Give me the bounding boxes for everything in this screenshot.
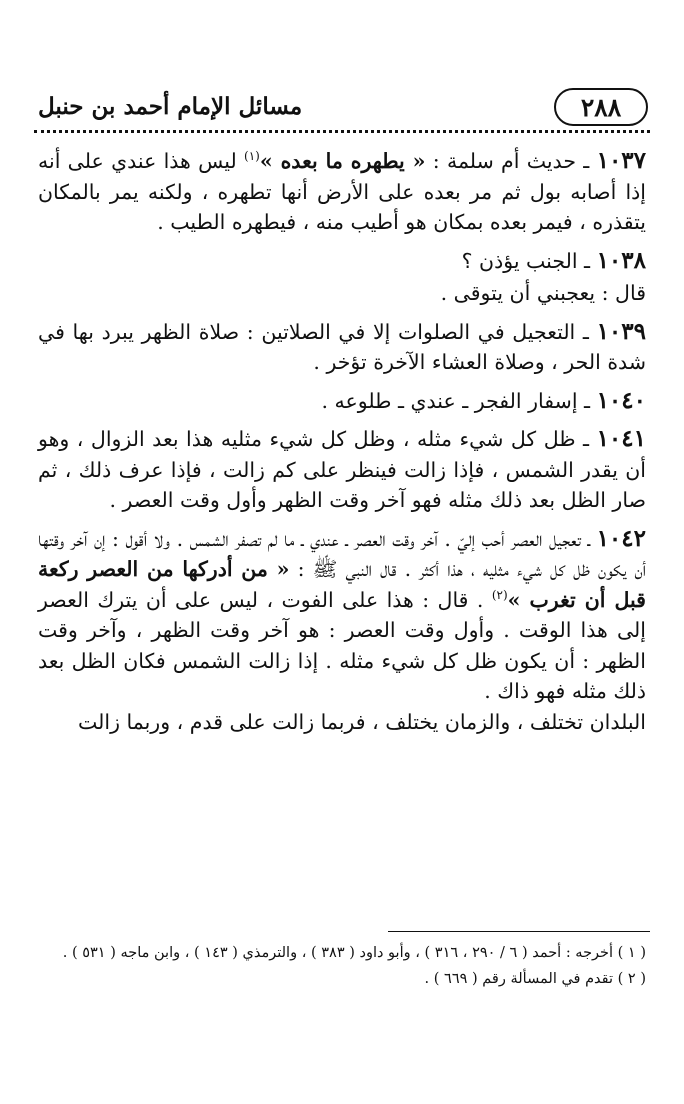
entry-text: . قال : هذا على الفوت ، ليس على أن يترك العصر إلى هذا الوقت . وأول وقت العصر : هو آخر وقت الظهر ، وآخر وقت الظهر : أن يكون ظل كل شيء مثله . إذا زالت الشمس فكان الظل بعد ذلك مثله فهو ذاك . — [38, 587, 646, 703]
page-number: ٢٨٨ — [554, 88, 648, 126]
footnote-ref: (١) — [244, 149, 260, 164]
entry-1041 — [38, 424, 646, 516]
book-title: مسائل الإمام أحمد بن حنبل — [38, 93, 303, 120]
footnote-2: ( ٢ ) تقدم في المسألة رقم ( ٦٦٩ ) . — [424, 971, 646, 987]
header-rule — [34, 130, 650, 136]
entry-number: ١٠٣٩ — [596, 317, 646, 345]
footnote-rule — [388, 931, 650, 932]
entry-text: ـ تعجيل العصر أحب إليّ . آخر وقت العصر ـ عندي ـ ما لم تصفر الشمس . ولا أقول : إن آخر وقتها أن يكون ظل كل شيء مثليه ، هذا أكثر . قال النبي ﷺ : — [38, 526, 646, 581]
entry-number: ١٠٣٨ — [596, 246, 646, 274]
entry-1037 — [38, 146, 646, 238]
entry-text: ـ ظل كل شيء مثله ، وظل كل شيء مثليه هذا بعد الزوال ، وهو أن يقدر الشمس ، فإذا زالت فينظر على كم زالت ، فإذا عرف ذلك ، ثم صار الظل بعد ذلك مثله فهو آخر وقت الظهر وأول وقت العصر . — [38, 427, 646, 512]
entry-text: ـ إسفار الفجر ـ عندي ـ طلوعه . — [321, 388, 597, 413]
page-body — [38, 146, 646, 737]
entry-continuation: البلدان تختلف ، والزمان يختلف ، فربما زالت على قدم ، وربما زالت — [78, 709, 646, 734]
footnotes — [38, 940, 646, 992]
footnote-1: ( ١ ) أخرجه : أحمد ( ٦ / ٢٩٠ ، ٣١٦ ) ، وأبو داود ( ٣٨٣ ) ، والترمذي ( ١٤٣ ) ، وابن ماجه ( ٥٣١ ) . — [62, 945, 646, 961]
entry-number: ١٠٤١ — [596, 425, 646, 452]
hadith-quote: « من أدركها من العصر ركعة قبل أن تغرب » — [38, 557, 646, 612]
entry-1039 — [38, 317, 646, 378]
footnote-ref: (٢) — [491, 587, 508, 602]
entry-1042 — [38, 524, 646, 707]
entry-answer: قال : يعجبني أن يتوقى . — [440, 281, 646, 305]
entry-1040 — [38, 386, 646, 417]
entry-text: ـ التعجيل في الصلوات إلا في الصلاتين : صلاة الظهر يبرد بها في شدة الحر ، وصلاة العشاء الآخرة تؤخر . — [38, 319, 646, 374]
hadith-quote: « يطهره ما بعده » — [259, 149, 426, 173]
entry-number: ١٠٤٢ — [596, 524, 646, 552]
entry-text: ليس هذا عندي على أنه إذا أصابه بول ثم مر بعده على الأرض أنها تطهره ، ولكنه يمر بالمكان يتقذره ، فيمر بعده بمكان هو أطيب منه ، فيطهره الطيب . — [38, 149, 646, 234]
entry-1038 — [38, 246, 646, 277]
entry-number: ١٠٤٠ — [596, 386, 646, 414]
entry-number: ١٠٣٧ — [596, 147, 647, 174]
entry-text: ـ الجنب يؤذن ؟ — [461, 248, 597, 273]
page-header — [34, 88, 650, 130]
entry-text: ـ حديث أم سلمة : — [425, 149, 597, 173]
